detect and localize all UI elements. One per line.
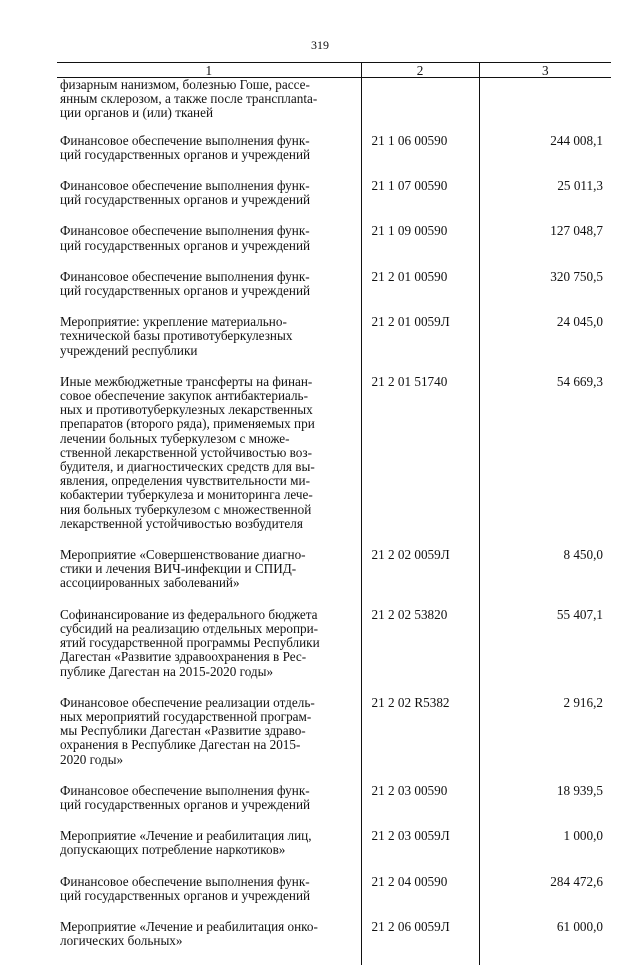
row-amount: 127 048,7 <box>479 224 611 269</box>
table-row <box>57 224 611 269</box>
description-line: Финансовое обеспечение выполнения функ- <box>60 875 357 889</box>
column-header-2: 2 <box>361 63 479 78</box>
description-line: физарным нанизмом, болезнью Гоше, рассе- <box>60 78 357 92</box>
description-line: ций государственных органов и учреждений <box>60 239 357 253</box>
row-amount: 284 472,6 <box>479 875 611 920</box>
row-code: 21 2 01 00590 <box>361 270 479 315</box>
description-line: логических больных» <box>60 934 357 948</box>
row-amount: 24 045,0 <box>479 315 611 375</box>
budget-table <box>57 62 611 965</box>
description-line: Мероприятие «Совершенствование диагно- <box>60 548 357 562</box>
description-line: ций государственных органов и учреждений <box>60 284 357 298</box>
description-line: публике Дагестан на 2015-2020 годы» <box>60 665 357 679</box>
row-code <box>361 78 479 134</box>
row-description <box>57 224 361 269</box>
row-code: 21 2 03 0059Л <box>361 829 479 874</box>
description-line: ятий государственной программы Республики <box>60 636 357 650</box>
description-line: ций государственных органов и учреждений <box>60 148 357 162</box>
description-line: ций государственных органов и учреждений <box>60 889 357 903</box>
description-line: кобактерии туберкулеза и мониторинга лече- <box>60 488 357 502</box>
row-amount: 244 008,1 <box>479 134 611 179</box>
description-line: Иные межбюджетные трансферты на финан- <box>60 375 357 389</box>
row-amount: 18 939,5 <box>479 784 611 829</box>
row-code: 21 2 02 R5382 <box>361 696 479 784</box>
description-line: лекарственной устойчивостью возбудителя <box>60 517 357 531</box>
description-line: лечении больных туберкулезом с множе- <box>60 432 357 446</box>
row-amount: 61 000,0 <box>479 920 611 965</box>
table-row <box>57 696 611 784</box>
description-line: ных мероприятий государственной програм- <box>60 710 357 724</box>
row-code: 21 2 01 51740 <box>361 375 479 548</box>
description-line: ции органов и (или) тканей <box>60 106 357 120</box>
row-code: 21 2 06 0059Л <box>361 920 479 965</box>
page-number: 319 <box>0 38 640 53</box>
row-description <box>57 784 361 829</box>
row-amount: 1 000,0 <box>479 829 611 874</box>
description-line: Мероприятие: укрепление материально- <box>60 315 357 329</box>
description-line: препаратов (второго ряда), применяемых при <box>60 417 357 431</box>
description-line: Финансовое обеспечение выполнения функ- <box>60 270 357 284</box>
description-line: ассоциированных заболеваний» <box>60 576 357 590</box>
row-description <box>57 875 361 920</box>
description-line: субсидий на реализацию отдельных меропри- <box>60 622 357 636</box>
table-row <box>57 375 611 548</box>
row-description <box>57 315 361 375</box>
description-line: допускающих потребление наркотиков» <box>60 843 357 857</box>
table-row <box>57 548 611 608</box>
row-code: 21 2 03 00590 <box>361 784 479 829</box>
table-row <box>57 920 611 965</box>
description-line: Софинансирование из федерального бюджета <box>60 608 357 622</box>
row-description <box>57 608 361 696</box>
row-description <box>57 270 361 315</box>
table-body <box>57 78 611 965</box>
description-line: будителя, и диагностических средств для вы- <box>60 460 357 474</box>
description-line: Мероприятие «Лечение и реабилитация лиц, <box>60 829 357 843</box>
description-line: Дагестан «Развитие здравоохранения в Рес- <box>60 650 357 664</box>
row-amount: 320 750,5 <box>479 270 611 315</box>
description-line: Финансовое обеспечение выполнения функ- <box>60 179 357 193</box>
description-line: Финансовое обеспечение выполнения функ- <box>60 134 357 148</box>
description-line: охранения в Республике Дагестан на 2015- <box>60 738 357 752</box>
row-amount: 54 669,3 <box>479 375 611 548</box>
row-description <box>57 179 361 224</box>
row-amount <box>479 78 611 134</box>
description-line: ния больных туберкулезом с множественной <box>60 503 357 517</box>
row-code: 21 2 01 0059Л <box>361 315 479 375</box>
row-description <box>57 829 361 874</box>
table-row <box>57 784 611 829</box>
description-line: ственной лекарственной устойчивостью воз- <box>60 446 357 460</box>
description-line: учреждений республики <box>60 344 357 358</box>
description-line: Финансовое обеспечение реализации отдель- <box>60 696 357 710</box>
description-line: ных и противотуберкулезных лекарственных <box>60 403 357 417</box>
table-row <box>57 875 611 920</box>
row-code: 21 2 04 00590 <box>361 875 479 920</box>
row-description <box>57 920 361 965</box>
table-row <box>57 270 611 315</box>
row-code: 21 2 02 53820 <box>361 608 479 696</box>
column-header-3: 3 <box>479 63 611 78</box>
row-description <box>57 696 361 784</box>
column-header-1: 1 <box>57 63 361 78</box>
row-amount: 55 407,1 <box>479 608 611 696</box>
row-description <box>57 78 361 134</box>
table-row <box>57 134 611 179</box>
table-header-row <box>57 63 611 78</box>
description-line: 2020 годы» <box>60 753 357 767</box>
description-line: явления, определения чувствительности ми- <box>60 474 357 488</box>
row-description <box>57 548 361 608</box>
description-line: совое обеспечение закупок антибактериаль- <box>60 389 357 403</box>
table-row <box>57 829 611 874</box>
description-line: стики и лечения ВИЧ-инфекции и СПИД- <box>60 562 357 576</box>
description-line: ций государственных органов и учреждений <box>60 798 357 812</box>
table-row <box>57 315 611 375</box>
row-code: 21 1 07 00590 <box>361 179 479 224</box>
row-description <box>57 375 361 548</box>
description-line: мы Республики Дагестан «Развитие здраво- <box>60 724 357 738</box>
description-line: Мероприятие «Лечение и реабилитация онко- <box>60 920 357 934</box>
description-line: Финансовое обеспечение выполнения функ- <box>60 224 357 238</box>
table-row <box>57 608 611 696</box>
row-description <box>57 134 361 179</box>
row-amount: 8 450,0 <box>479 548 611 608</box>
row-amount: 2 916,2 <box>479 696 611 784</box>
row-code: 21 1 09 00590 <box>361 224 479 269</box>
row-code: 21 1 06 00590 <box>361 134 479 179</box>
row-amount: 25 011,3 <box>479 179 611 224</box>
table-row <box>57 78 611 134</box>
description-line: ций государственных органов и учреждений <box>60 193 357 207</box>
description-line: технической базы противотуберкулезных <box>60 329 357 343</box>
row-code: 21 2 02 0059Л <box>361 548 479 608</box>
description-line: янным склерозом, а также после трансплanta- <box>60 92 357 106</box>
table-row <box>57 179 611 224</box>
description-line: Финансовое обеспечение выполнения функ- <box>60 784 357 798</box>
